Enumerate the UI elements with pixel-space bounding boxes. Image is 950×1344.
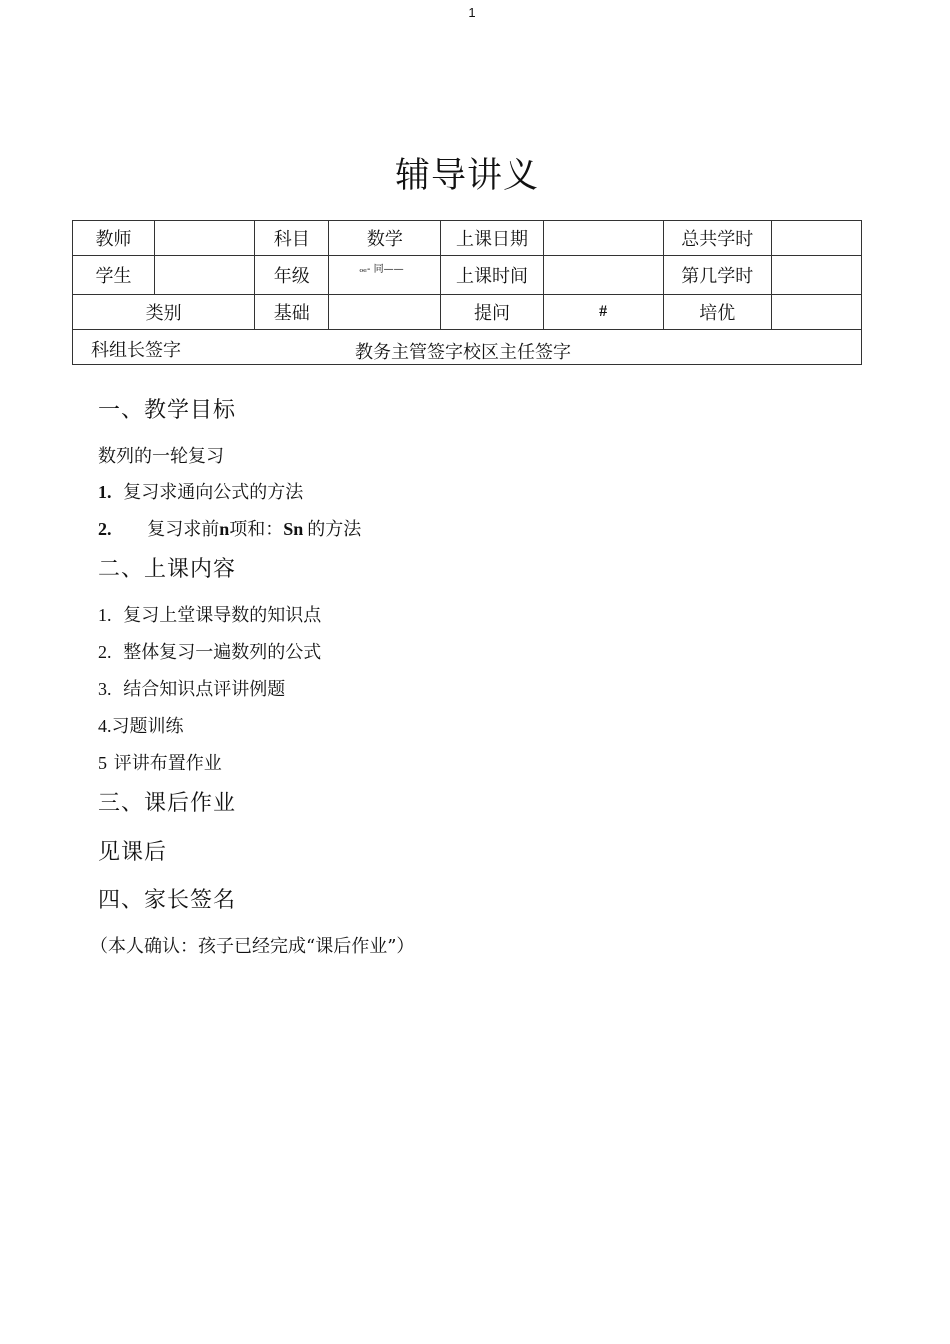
- item-bold-n: n: [219, 519, 230, 539]
- student-value[interactable]: [155, 256, 255, 295]
- item-text: 复习上堂课导数的知识点: [123, 605, 322, 626]
- teacher-value[interactable]: [155, 221, 255, 256]
- class-time-value[interactable]: [543, 256, 663, 295]
- improve-value[interactable]: #: [543, 295, 663, 330]
- total-hours-value[interactable]: [771, 221, 861, 256]
- item-text: 结合知识点评讲例题: [123, 679, 286, 700]
- section1-heading: 一、教学目标: [98, 398, 237, 423]
- group-leader-signature: 科组长签字: [91, 340, 181, 361]
- director-signature: 教务主管签字校区主任签字: [355, 342, 571, 363]
- grade-label: 年级: [255, 256, 329, 295]
- list-item: [98, 515, 361, 541]
- item-number: 2.: [98, 519, 112, 539]
- lesson-number-value[interactable]: [771, 256, 861, 295]
- item-text-a: 复习求前: [147, 519, 220, 540]
- list-item: [98, 712, 184, 738]
- class-date-value[interactable]: [543, 221, 663, 256]
- basic-label: 基础: [255, 295, 329, 330]
- list-item: [98, 675, 285, 701]
- subject-label: 科目: [255, 221, 329, 256]
- item-text-b: 项和：: [229, 519, 284, 540]
- subject-value[interactable]: 数学: [329, 221, 441, 256]
- document-title: 辅导讲义: [394, 156, 539, 196]
- item-bold-sn: Sn: [283, 519, 304, 539]
- section1-intro: 数列的一轮复习: [98, 446, 224, 467]
- basic-value[interactable]: [329, 295, 441, 330]
- item-number: 1.: [98, 482, 112, 502]
- teacher-label: 教师: [73, 221, 155, 256]
- list-item: [98, 478, 303, 504]
- item-number: 5: [98, 753, 107, 773]
- student-label: 学生: [73, 256, 155, 295]
- advanced-label: 培优: [663, 295, 771, 330]
- item-number: 4.: [98, 716, 112, 736]
- list-item: [98, 601, 321, 627]
- item-number: 3.: [98, 679, 112, 699]
- table-row: [73, 295, 862, 330]
- lesson-number-label: 第几学时: [663, 256, 771, 295]
- grade-value[interactable]: ₒₑ- 同——: [329, 256, 441, 295]
- total-hours-label: 总共学时: [663, 221, 771, 256]
- section2-heading: 二、上课内容: [98, 557, 237, 582]
- signature-row: [73, 330, 862, 365]
- table-row: [73, 256, 862, 295]
- list-item: [98, 749, 222, 775]
- item-text: 复习求通向公式的方法: [123, 482, 304, 503]
- improve-label: 提问: [441, 295, 543, 330]
- table-row: [73, 330, 862, 365]
- item-text-c: 的方法: [307, 519, 362, 540]
- page-number: 1: [468, 5, 476, 20]
- advanced-value[interactable]: [771, 295, 861, 330]
- section4-heading: 四、家长签名: [98, 888, 237, 913]
- item-text: 整体复习一遍数列的公式: [123, 642, 322, 663]
- class-time-label: 上课时间: [441, 256, 543, 295]
- item-text: 习题训练: [111, 716, 184, 737]
- category-label: 类别: [73, 295, 255, 330]
- item-number: 1.: [98, 605, 112, 625]
- section3-text: 见课后: [98, 840, 168, 865]
- item-number: 2.: [98, 642, 112, 662]
- class-date-label: 上课日期: [441, 221, 543, 256]
- item-text: 评讲布置作业: [113, 753, 222, 774]
- list-item: [98, 638, 321, 664]
- lesson-info-table: [72, 220, 862, 365]
- parent-confirmation-note: （本人确认：孩子已经完成“课后作业”）: [90, 936, 415, 957]
- section3-heading: 三、课后作业: [98, 791, 237, 816]
- table-row: [73, 221, 862, 256]
